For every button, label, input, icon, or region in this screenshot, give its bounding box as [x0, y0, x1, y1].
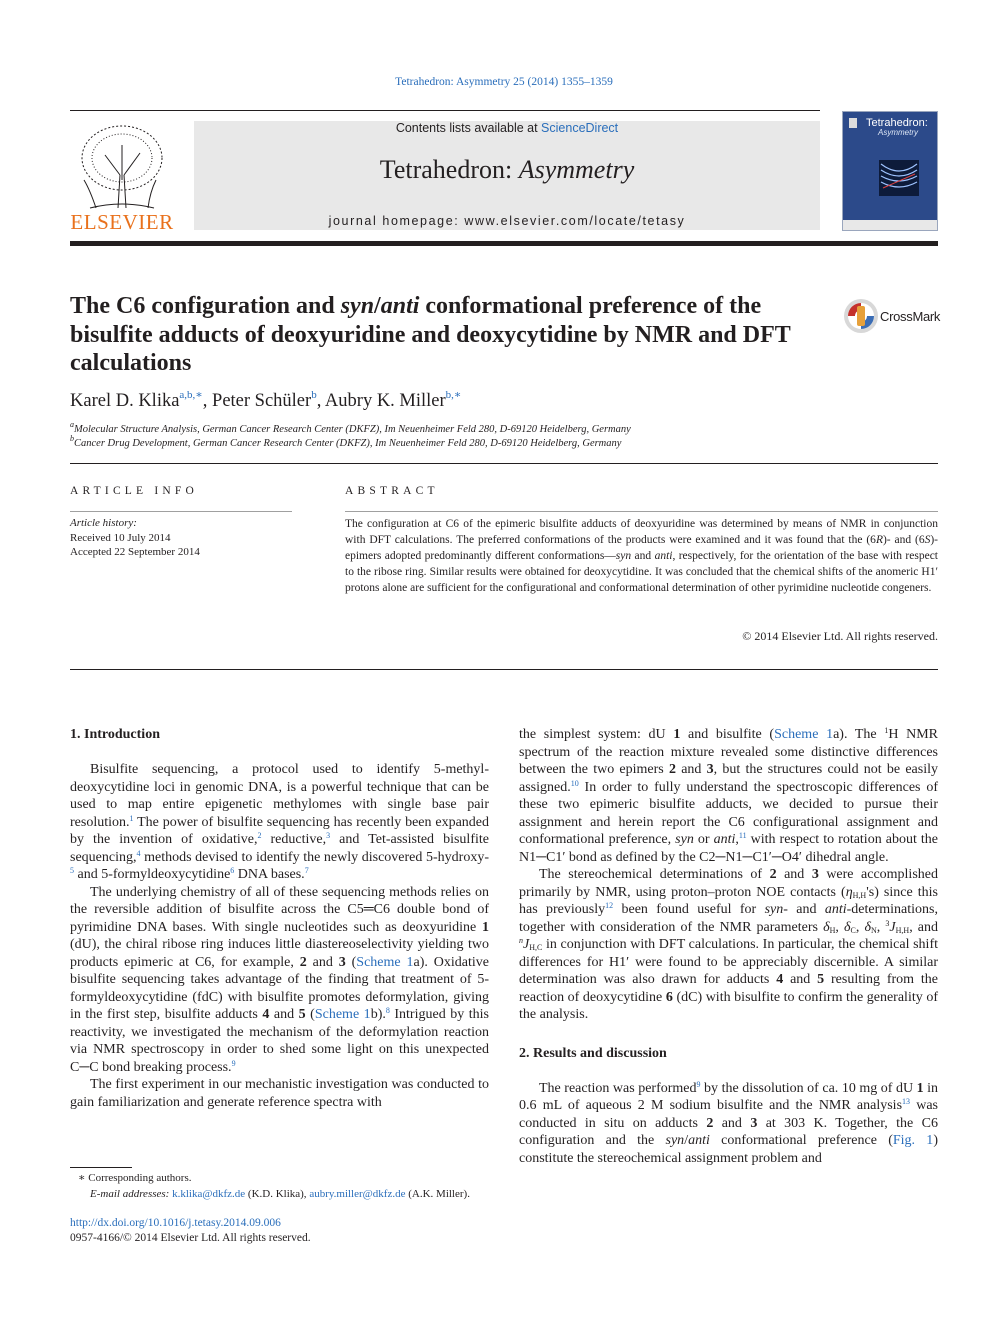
footnote-rule	[70, 1167, 132, 1168]
abstract-text: The configuration at C6 of the epimeric bisulfite adducts of deoxyuridine was determined by means of NMR in conjunction with DFT calculations. The preferred conformations of the products were examined and it was found that the (6R)- and (6S)-epimers adopted predominantly different conformations—syn and anti, respectively, for the orientation of the base with respect to the ribose ring. Similar results were obtained for deoxycytidine. It was concluded that the chemical shifts of the anomeric H1′ protons alone are sufficient for the configurational and conformational determination of other pyrimidine nucleotide congeners.	[345, 518, 939, 594]
body-column-left	[70, 726, 489, 1111]
abstract-copyright: © 2014 Elsevier Ltd. All rights reserved.	[742, 629, 938, 643]
author-affiliation-marks[interactable]: b	[311, 389, 317, 401]
paragraph: The underlying chemistry of all of these sequencing methods relies on the reversible addition of bisulfite across the C5═C6 double bond of pyrimidine DNA bases. With single nucleotides such as deoxyuridine 1 (dU), the chiral ribose ring induces little diastereoselectivity yielding two products epimeric at C6, for example, 2 and 3 (Scheme 1a). Oxidative bisulfite sequencing takes advantage of the finding that treatment of 5-formyldeoxycytidine (fdC) with bisulfite promotes deformylation, giving in the first step, bisulfite adducts 4 and 5 (Scheme 1b).$^8$ Intrigued by this reactivity, we investigated the mechanism of the deformylation reaction via NMR spectroscopy in order to shed some light on this unexpected C─C bond breaking process.$^9$	[70, 884, 489, 1075]
corresponding-footnote: ∗ Corresponding authors. E-mail addresses: k.klika@dkfz.de (K.D. Klika), aubry.miller@dkfz.de (A.K. Miller).	[78, 1172, 470, 1200]
doi-link[interactable]: http://dx.doi.org/10.1016/j.tetasy.2014.09.006	[70, 1217, 281, 1229]
journal-citation[interactable]: Tetrahedron: Asymmetry 25 (2014) 1355–1359	[395, 76, 613, 88]
author-affiliation-marks[interactable]: b,∗	[445, 389, 462, 401]
cover-subtitle: Asymmetry	[878, 128, 918, 137]
author-affiliation-marks[interactable]: a,b,∗	[179, 389, 203, 401]
affiliation-b: $^b$Cancer Drug Development, German Cancer Research Center (DKFZ), Im Neuenheimer Feld 280, D-69120 Heidelberg, Germany	[70, 434, 622, 449]
author-name: Karel D. Klika	[70, 391, 180, 411]
issn-line: 0957-4166/© 2014 Elsevier Ltd. All rights reserved.	[70, 1232, 311, 1244]
section-rule	[70, 463, 938, 464]
crossmark-icon[interactable]	[843, 298, 879, 334]
article-history	[70, 516, 200, 560]
abstract-end-rule	[70, 669, 938, 670]
accepted-date: Accepted 22 September 2014	[70, 546, 200, 558]
paragraph: The reaction was performed$^9$ by the dissolution of ca. 10 mg of dU 1 in 0.6 mL of aqueous 2 M sodium bisulfite and the NMR analysis$^{13}$ was conducted in situ on adducts 2 and 3 at 303 K. Together, the C6 configuration and the syn/anti conformational preference (Fig. 1) constitute the stereochemical assignment problem and	[519, 1079, 939, 1166]
cover-title: Tetrahedron:	[866, 117, 928, 129]
journal-homepage[interactable]: journal homepage: www.elsevier.com/locate/tetasy	[328, 214, 686, 228]
author-name: Peter Schüler	[212, 391, 312, 411]
body-column-right	[519, 726, 938, 1167]
header-rule	[70, 110, 820, 111]
history-label: Article history:	[70, 517, 137, 529]
abstract-heading: ABSTRACT	[345, 485, 439, 497]
paragraph: Bisulfite sequencing, a protocol used to identify 5-methyldeoxycytidine loci in genomic DNA, is a powerful technique that can be used to map entire epigenetic methylomes with single base pair resolution.$^1$ The power of bisulfite sequencing has recently been expanded by the invention of oxidative,$^2$ reductive,$^3$ and Tet-assisted bisulfite sequencing,$^4$ methods devised to identify the newly discovered 5-hydroxy-$^5$ and 5-formyldeoxycytidine$^6$ DNA bases.$^7$	[70, 762, 489, 882]
results-heading: 2. Results and discussion	[519, 1045, 667, 1061]
affiliation-a: $^a$Molecular Structure Analysis, German Cancer Research Center (DKFZ), Im Neuenheimer Feld 280, D-69120 Heidelberg, Germany	[70, 420, 631, 435]
article-info-heading: ARTICLE INFO	[70, 485, 198, 497]
article-info-rule	[70, 511, 292, 512]
abstract-rule	[345, 511, 938, 512]
paragraph: The first experiment in our mechanistic investigation was conducted to gain familiarization and generate reference spectra with	[70, 1077, 489, 1110]
header-thick-rule	[70, 241, 938, 246]
received-date: Received 10 July 2014	[70, 531, 171, 544]
journal-title: Tetrahedron: Asymmetry	[379, 155, 635, 184]
paragraph: The stereochemical determinations of 2 and 3 were accomplished primarily by NMR, using proton–proton NOE contacts $(\eta_{H,H}'s)$ since this has previously$^{12}$ been found useful for syn- and anti-determinations, together with consideration of the NMR parameters $\delta_H$, $\delta_C$, $\delta_N$, $^3J_{H,H}$, and $^nJ_{H,C}$ in conjunction with DFT calculations. In particular, the chemical shift differences for H1′ were found to be appreciably discernible. A similar determination was also drawn for adducts 4 and 5 resulting from the reaction of deoxycytidine 6 (dC) with bisulfite to confirm the generality of the analysis.	[519, 867, 939, 1022]
author-list: Karel D. Klika$^{a,b,∗}$, Peter Schüler$^b$, Aubry K. Miller$^{b,∗}$	[70, 389, 462, 411]
author-name: Aubry K. Miller	[324, 391, 446, 411]
email-link[interactable]: k.klika@dkfz.de	[172, 1188, 246, 1200]
email-link[interactable]: aubry.miller@dkfz.de	[309, 1188, 406, 1200]
paragraph: the simplest system: dU 1 and bisulfite (Scheme 1a). The $^1$H NMR spectrum of the reaction mixture revealed some distinctive differences between the two epimers 2 and 3, but the structures could not be easily assigned.$^{10}$ In order to fully understand the spectroscopic differences of these two epimeric bisulfite adducts, we decided to pursue their assignment and herein report the C6 configurational assignment and conformational preference, syn or anti,$^{11}$ with respect to rotation about the N1─C1′ bond as defined by the C2─N1─C1′─O4′ dihedral angle.	[519, 726, 938, 865]
sciencedirect-link[interactable]: ScienceDirect	[541, 121, 619, 135]
article-title: The C6 configuration and syn/anti conformational preference of the bisulfite adducts of deoxyuridine and deoxycytidine by NMR and DFT calculations	[70, 293, 791, 376]
contents-line: Contents lists available at ScienceDirect	[395, 121, 619, 135]
crossmark-label[interactable]: CrossMark	[880, 309, 941, 324]
publisher-wordmark: ELSEVIER	[70, 210, 174, 234]
intro-heading: 1. Introduction	[70, 727, 160, 742]
